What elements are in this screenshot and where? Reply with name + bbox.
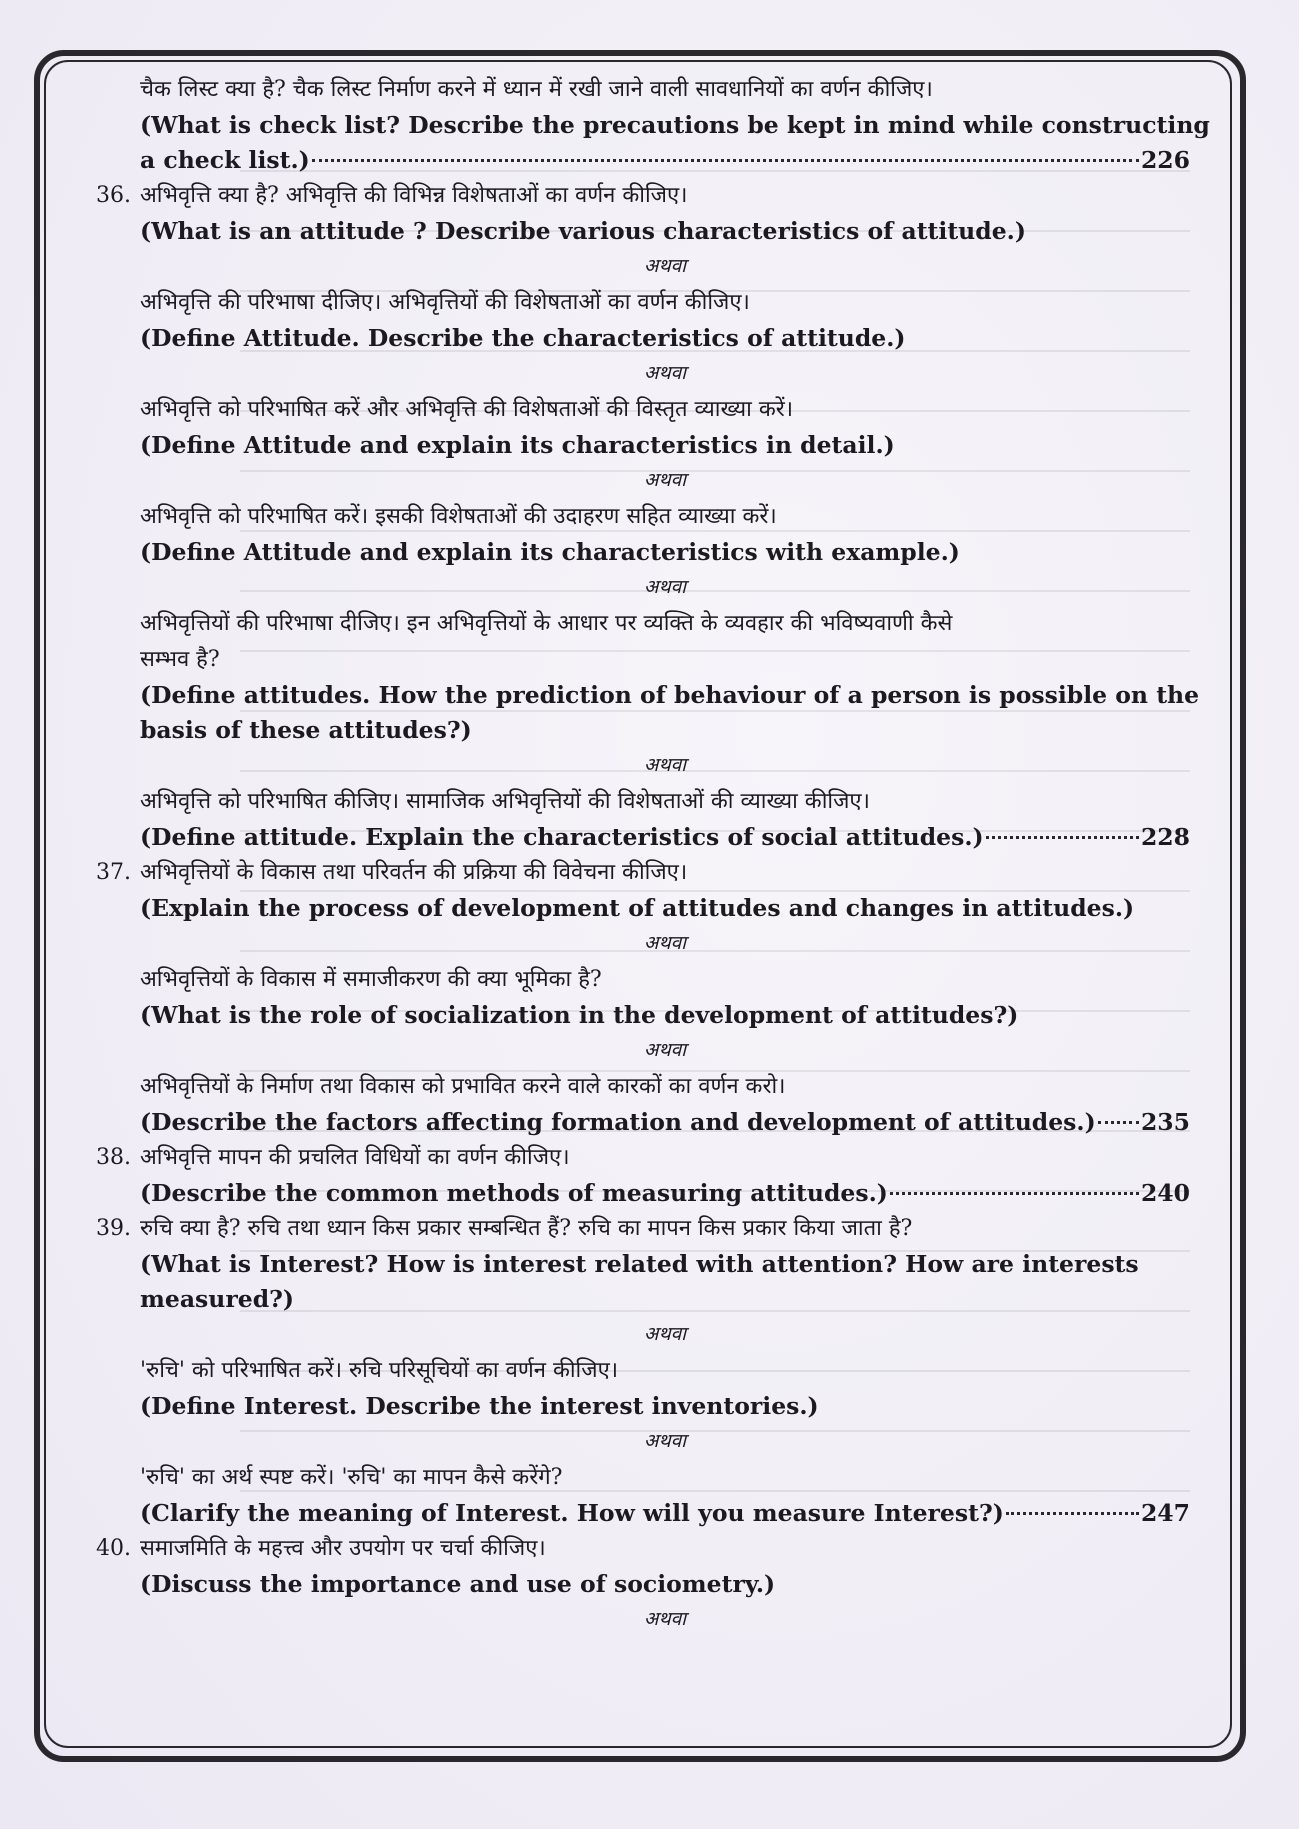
or-separator: अथवा — [643, 469, 687, 491]
question-number: 36. — [96, 183, 131, 208]
question-number: 40. — [96, 1536, 131, 1561]
or-separator: अथवा — [643, 1608, 687, 1630]
question-36-alt-f — [140, 784, 1190, 855]
dot-leader — [1098, 1120, 1139, 1124]
dot-leader — [312, 158, 1139, 162]
question-hindi: रुचि क्या है? रुचि तथा ध्यान किस प्रकार सम्बन्धित हैं? रुचि का मापन किस प्रकार किया जाता है? — [140, 1216, 913, 1241]
page-number: 226 — [1140, 146, 1190, 174]
question-english-leader — [140, 820, 1190, 855]
question-hindi: अभिवृत्ति मापन की प्रचलित विधियों का वर्णन कीजिए। — [140, 1145, 570, 1170]
question-english-leader — [140, 1496, 1190, 1531]
question-english: (What is the role of socialization in the development of attitudes?) — [140, 1001, 1019, 1029]
question-hindi: 'रुचि' का अर्थ स्पष्ट करें। 'रुचि' का मापन कैसे करेंगे? — [140, 1465, 563, 1490]
question-36-alt-b — [140, 285, 1190, 356]
question-english: (Define Interest. Describe the interest inventories.) — [140, 1392, 819, 1420]
question-number: 39. — [96, 1216, 131, 1241]
question-english: (Define Attitude and explain its characteristics in detail.) — [140, 431, 895, 459]
or-separator: अथवा — [643, 1039, 687, 1061]
question-hindi: 'रुचि' को परिभाषित करें। रुचि परिसूचियों का वर्णन कीजिए। — [140, 1358, 619, 1383]
question-37-alt-b — [140, 962, 1190, 1033]
question-36-alt-e — [140, 606, 1200, 748]
question-english-leader — [140, 143, 1190, 178]
question-37 — [96, 855, 1190, 926]
question-english: (Describe the common methods of measuring attitudes.) — [140, 1179, 888, 1207]
question-hindi: अभिवृत्ति की परिभाषा दीजिए। अभिवृत्तियों की विशेषताओं का वर्णन कीजिए। — [140, 290, 750, 315]
question-english: (Define attitude. Explain the characteristics of social attitudes.) — [140, 823, 984, 851]
or-separator: अथवा — [643, 754, 687, 776]
question-hindi: अभिवृत्ति को परिभाषित करें। इसकी विशेषताओं की उदाहरण सहित व्याख्या करें। — [140, 504, 777, 529]
or-separator: अथवा — [643, 255, 687, 277]
question-36-alt-c — [140, 392, 1190, 463]
question-english: (What is check list? Describe the precautions be kept in mind while constructing — [140, 111, 1210, 139]
question-english: (Discuss the importance and use of sociometry.) — [140, 1570, 776, 1598]
question-35-alt — [140, 72, 1210, 178]
question-english: (Explain the process of development of attitudes and changes in attitudes.) — [140, 894, 1135, 922]
question-english: (Clarify the meaning of Interest. How will you measure Interest?) — [140, 1499, 1004, 1527]
question-hindi: अभिवृत्तियों के विकास तथा परिवर्तन की प्रक्रिया की विवेचना कीजिए। — [140, 860, 688, 885]
question-english: (Define Attitude. Describe the characteristics of attitude.) — [140, 324, 906, 352]
question-english: (Describe the factors affecting formation and development of attitudes.) — [140, 1108, 1096, 1136]
or-separator: अथवा — [643, 932, 687, 954]
or-separator: अथवा — [643, 1430, 687, 1452]
question-39 — [96, 1211, 1190, 1317]
question-hindi: चैक लिस्ट क्या है? चैक लिस्ट निर्माण करने में ध्यान में रखी जाने वाली सावधानियों का वर्णन कीजिए। — [140, 77, 933, 102]
question-39-alt-b — [140, 1353, 1190, 1424]
question-hindi: अभिवृत्तियों की परिभाषा दीजिए। इन अभिवृत्तियों के आधार पर व्यक्ति के व्यवहार की भविष्यवाणी कैसे — [140, 611, 953, 636]
question-hindi: अभिवृत्ति क्या है? अभिवृत्ति की विभिन्न विशेषताओं का वर्णन कीजिए। — [140, 183, 688, 208]
question-hindi: अभिवृत्ति को परिभाषित कीजिए। सामाजिक अभिवृत्तियों की विशेषताओं की व्याख्या कीजिए। — [140, 789, 870, 814]
question-english: (Define Attitude and explain its characteristics with example.) — [140, 538, 960, 566]
question-36 — [96, 178, 1190, 249]
question-english: (Define attitudes. How the prediction of behaviour of a person is possible on the — [140, 681, 1200, 709]
question-36-alt-d — [140, 499, 1190, 570]
question-hindi-cont: सम्भव है? — [140, 647, 220, 672]
question-hindi: अभिवृत्ति को परिभाषित करें और अभिवृत्ति की विशेषताओं की विस्तृत व्याख्या करें। — [140, 397, 794, 422]
question-english: (What is an attitude ? Describe various characteristics of attitude.) — [140, 217, 1026, 245]
dot-leader — [1006, 1511, 1139, 1515]
question-hindi: अभिवृत्तियों के विकास में समाजीकरण की क्या भूमिका है? — [140, 967, 602, 992]
question-number: 38. — [96, 1145, 131, 1170]
question-40 — [96, 1531, 1190, 1602]
question-39-alt-c — [140, 1460, 1190, 1531]
question-hindi: समाजमिति के महत्त्व और उपयोग पर चर्चा कीजिए। — [140, 1536, 546, 1561]
page-number: 228 — [1140, 823, 1190, 851]
question-number: 37. — [96, 860, 131, 885]
page-number: 235 — [1140, 1108, 1190, 1136]
question-37-alt-c — [140, 1069, 1190, 1140]
question-hindi: अभिवृत्तियों के निर्माण तथा विकास को प्रभावित करने वाले कारकों का वर्णन करो। — [140, 1074, 786, 1099]
question-38 — [96, 1140, 1190, 1211]
dot-leader — [890, 1191, 1139, 1195]
question-english-leader — [140, 1105, 1190, 1140]
dot-leader — [986, 835, 1139, 839]
or-separator: अथवा — [643, 1323, 687, 1345]
or-separator: अथवा — [643, 362, 687, 384]
question-english: (What is Interest? How is interest related with attention? How are interests — [140, 1250, 1139, 1278]
or-separator: अथवा — [643, 576, 687, 598]
question-english-cont: a check list.) — [140, 146, 310, 174]
question-english-cont: basis of these attitudes?) — [140, 716, 472, 744]
question-english-leader — [140, 1176, 1190, 1211]
page-number: 247 — [1140, 1499, 1190, 1527]
question-list — [96, 72, 1210, 1638]
question-english-cont: measured?) — [140, 1285, 295, 1313]
page-number: 240 — [1140, 1179, 1190, 1207]
